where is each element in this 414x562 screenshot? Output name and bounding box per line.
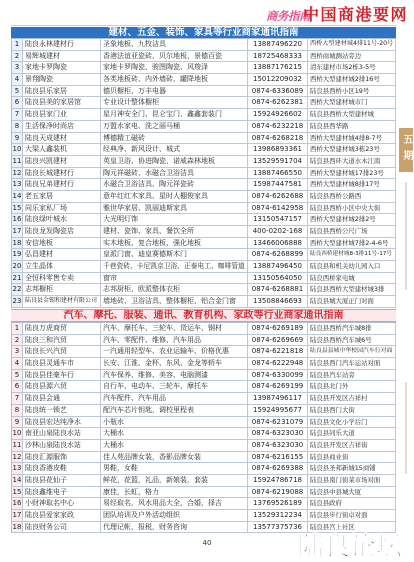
business-phone: 0874-6231079 <box>248 417 308 428</box>
row-number: 5 <box>12 370 23 381</box>
row-number: 4 <box>12 74 23 85</box>
business-name: 同乐家私厂场 <box>23 203 101 214</box>
brand-script-logo: 商务指南 <box>266 9 310 23</box>
business-products: 德贝橱柜、万丰电器 <box>101 86 248 97</box>
business-address: 陆良县西门大街 <box>308 405 396 416</box>
business-products: 家地卡罗陶瓷、骏图陶瓷、风羧泽 <box>101 62 248 73</box>
business-name: 生活保净时尚店 <box>23 121 101 132</box>
business-address: 陆良县中县城大厦 <box>308 487 396 498</box>
directory-row <box>12 97 396 109</box>
directory-row <box>12 381 396 393</box>
business-phone: 13508846693 <box>248 296 308 307</box>
side-decor-line <box>405 182 407 290</box>
business-phone: 0874-6232218 <box>248 121 308 132</box>
business-products: 佳人苑品牌女装，香影品牌女装 <box>101 452 248 463</box>
directory-table-building <box>11 38 396 308</box>
business-products: 实木地板、复合地板、强化地板 <box>101 238 248 249</box>
business-phone: 0874-6262688 <box>248 191 308 202</box>
row-number: 9 <box>12 417 23 428</box>
directory-row <box>12 487 396 499</box>
directory-row <box>12 273 396 285</box>
directory-row <box>12 74 396 86</box>
row-number: 17 <box>12 511 22 519</box>
business-address: 陆良县圣邦新城15商铺 <box>308 463 396 474</box>
business-products: 一汽通用轻型车、农业运输车、价格优惠 <box>101 346 248 357</box>
row-number: 14 <box>12 475 22 484</box>
directory-table-auto-services <box>11 322 396 533</box>
business-products: 团队培训及户外活动组织 <box>101 510 248 521</box>
business-phone: 13887496450 <box>248 261 308 272</box>
business-phone: 13577375736 <box>248 522 308 533</box>
business-phone: 13887176215 <box>248 62 308 73</box>
row-number: 19 <box>12 250 22 259</box>
row-number: 15 <box>12 487 22 496</box>
business-name: 陆良县家门业 <box>23 109 101 120</box>
business-name: 安信地板 <box>23 238 101 249</box>
directory-row <box>12 463 396 475</box>
business-address: 陆良县宫上社区 <box>308 522 396 533</box>
business-name: 陆良三和汽贸 <box>23 335 101 346</box>
directory-row <box>12 393 396 405</box>
brand-title: 中国商港要网 <box>303 5 409 24</box>
directory-row <box>12 203 396 215</box>
business-name: 老五家居 <box>23 191 101 202</box>
business-phone: 13529312234 <box>248 510 308 521</box>
directory-row <box>12 226 396 238</box>
business-phone: 15924786718 <box>248 475 308 486</box>
business-name: 陆良绿叶城水 <box>23 214 101 225</box>
business-products: 墙地砖、卫浴洁具、整体橱柜、铝合金门窗 <box>101 296 248 307</box>
directory-row <box>12 214 396 226</box>
directory-row <box>12 109 396 121</box>
business-address: 陆良县南门街菜市场对面 <box>308 475 396 486</box>
directory-row <box>12 284 396 296</box>
business-products: 各类地板砖、内外墙砖、罐降地板 <box>101 74 248 85</box>
business-phone: 0874-6269199 <box>248 381 308 392</box>
business-phone: 18725468333 <box>248 51 308 62</box>
business-phone: 15924995677 <box>248 405 308 416</box>
business-phone: 0874-6142958 <box>248 203 308 214</box>
business-address: 陆良西桥建材城8-3排11号-17号 <box>308 249 396 260</box>
business-address: 陆良县政府 <box>308 498 396 509</box>
business-phone: 13150564050 <box>248 273 308 284</box>
business-address: 陆良县城大厦正门对面 <box>308 296 396 307</box>
business-name: 陆良县爱家家政 <box>23 510 101 521</box>
business-products: 万盟水家电、洗之丽马桶 <box>101 121 248 132</box>
row-number: 16 <box>12 215 22 224</box>
business-name: 陆良永林建材行 <box>23 39 101 50</box>
business-phone: 0874-6269189 <box>248 323 308 334</box>
row-number: 18 <box>12 522 22 531</box>
directory-row <box>12 452 396 464</box>
business-products: 志邦厨柜、欧派整体衣柜 <box>101 284 248 295</box>
business-products: 长安、江淮、金杯、东风、金龙等轿车 <box>101 358 248 369</box>
business-address: 陆良县县城中华校园汽车行对面 <box>308 346 396 357</box>
business-products: 汽车保养、维修、美容、电脑测漆 <box>101 370 248 381</box>
business-address: 陆良县西桥公路西 <box>308 191 396 202</box>
directory-row <box>12 405 396 417</box>
business-products: 水磁合卫浴洁具、陶元祥瓷砖 <box>101 179 248 190</box>
business-name: 沙林山泉陆良水站 <box>23 440 101 451</box>
business-products: 窗帘 <box>101 273 248 284</box>
business-products: 经典净、新风设计、城式 <box>101 144 248 155</box>
business-products: 汽车、摩托车、三轮车、货运车、钢材 <box>101 323 248 334</box>
directory-row <box>12 133 396 145</box>
business-phone: 13987496117 <box>248 393 308 404</box>
business-name: 陆良兄弟建材行 <box>23 179 101 190</box>
business-products: 康佳，长虹，格力 <box>101 487 248 498</box>
business-address: 陆良县西桥公尺广场 <box>308 226 396 237</box>
row-number: 10 <box>12 429 22 438</box>
business-name: 陆良财务公司 <box>23 522 101 533</box>
business-products: 专业设计整体橱柜 <box>101 97 248 108</box>
row-number: 6 <box>12 381 23 392</box>
row-number: 7 <box>12 393 23 404</box>
business-phone: 13150547157 <box>248 214 308 225</box>
business-address: 陆良县汽车站旁 <box>308 370 396 381</box>
row-number: 8 <box>12 121 23 132</box>
directory-row <box>12 39 396 51</box>
business-products: 英皇卫浴、协进陶瓷、诺威森林地板 <box>101 156 248 167</box>
business-name: 弘昌建材 <box>23 249 101 260</box>
business-phone: 13769526189 <box>248 498 308 509</box>
business-name: 陆良县乐家居 <box>23 86 101 97</box>
business-products: 雅世华家居、凯丽迪斯家具 <box>101 203 248 214</box>
row-number: 2 <box>12 335 23 346</box>
business-address: 陆良县西华路 <box>308 121 396 132</box>
directory-row <box>12 498 396 510</box>
issue-side-tab: 五期 <box>399 128 413 172</box>
forum-watermark: 陆良论坛 <box>298 532 403 562</box>
business-address: 陆良县西桥小区19号 <box>308 86 396 97</box>
section-title-auto-services: 汽车、摩托、服装、通讯、教育机构、家政等行业商家通讯指南 <box>11 309 396 322</box>
business-address: 西桥大型建材城市门 <box>308 97 396 108</box>
header-divider <box>11 25 396 26</box>
directory-row <box>12 370 396 382</box>
directory-row <box>12 62 396 74</box>
business-name: 家地卡罗陶瓷 <box>23 62 101 73</box>
row-number: 4 <box>12 358 23 369</box>
row-number: 3 <box>12 62 23 73</box>
business-phone: 15987447581 <box>248 179 308 190</box>
business-products: 星月神安全门、昆仑宝门、鑫鑫套装门 <box>101 109 248 120</box>
business-products: 圣象地板、九牧洁具 <box>101 39 248 50</box>
business-products: 香港法谊亚瓷砖、贝尔地板、景德百瓷 <box>101 51 248 62</box>
business-address: 西桥大型建材城3栋23号 <box>308 144 396 155</box>
business-name: 陆良县金锡和建材有限公司 <box>23 296 101 307</box>
directory-row <box>12 346 396 358</box>
business-address: 陆良县和机关幼儿园入口 <box>308 261 396 272</box>
business-address: 清东建材市场2栋3-5号 <box>308 62 396 73</box>
business-name: 全恒科零售专卖 <box>23 273 101 284</box>
directory-row <box>12 121 396 133</box>
directory-row <box>12 179 396 191</box>
business-phone: 0874-6330099 <box>248 370 308 381</box>
business-phone: 0874-6221818 <box>248 346 308 357</box>
business-address: 陆良县西桥汽车城8排 <box>308 323 396 334</box>
business-phone: 13887466550 <box>248 168 308 179</box>
directory-row <box>12 168 396 180</box>
business-phone: 0874-6269669 <box>248 335 308 346</box>
business-phone: 15924926602 <box>248 109 308 120</box>
row-number: 12 <box>12 452 22 461</box>
business-address: 陆良县西桥小区中央大街 <box>308 203 396 214</box>
row-number: 9 <box>12 133 23 144</box>
business-phone: 0874-6219088 <box>248 487 308 498</box>
row-number: 16 <box>12 499 22 508</box>
row-number: 11 <box>12 440 22 449</box>
business-products: 皇派门窗、迪皇赛德斯木门 <box>101 249 248 260</box>
business-phone: 13887496220 <box>248 39 308 50</box>
business-phone: 0874-6268899 <box>248 249 308 260</box>
business-name: 陆良县美的家居馆 <box>23 97 101 108</box>
row-number: 13 <box>12 464 22 473</box>
business-phone: 13529591704 <box>248 156 308 167</box>
business-products: 汽车、零配件、维修、汽车用品 <box>101 335 248 346</box>
business-products: 自行车、电动车、三轮车、摩托车 <box>101 381 248 392</box>
business-address: 陆良县北门外 <box>308 381 396 392</box>
business-products: 意年红红木家具、星时人棚俊家具 <box>101 191 248 202</box>
directory-row <box>12 335 396 347</box>
directory-row <box>12 238 396 250</box>
row-number: 20 <box>12 262 22 271</box>
directory-row <box>12 428 396 440</box>
business-address: 陆良县西桥大型建材城3排 <box>308 284 396 295</box>
business-products: 汽车配件、汽车用品 <box>101 393 248 404</box>
page-number: 40 <box>202 539 212 547</box>
business-name: 陆良万虎商贸 <box>23 323 101 334</box>
business-phone: 13466006888 <box>248 238 308 249</box>
business-address: 陆良县西桥大型建材城 <box>308 109 396 120</box>
business-name: 陆良香港皮鞋 <box>23 463 101 474</box>
directory-row <box>12 86 396 98</box>
directory-row <box>12 440 396 452</box>
row-number: 1 <box>12 323 23 334</box>
business-phone: 400-0202-168 <box>248 226 308 237</box>
business-products: 陶元祥磁砖、水磁合卫浴洁具 <box>101 168 248 179</box>
business-phone: 0874-6268218 <box>248 133 308 144</box>
directory-row <box>12 156 396 168</box>
business-products: 易经取名，风水用品大全，合婚，择吉 <box>101 498 248 509</box>
business-address: 陆良县西桥汽车城6号 <box>308 335 396 346</box>
directory-row <box>12 144 396 156</box>
business-address: 陆良县同乐大道 <box>308 428 396 439</box>
row-number: 7 <box>12 109 23 120</box>
business-name: 志邦橱柜 <box>23 284 101 295</box>
business-name: 陆良县会通 <box>23 393 101 404</box>
business-name: 陆良龙发陶瓷店 <box>23 226 101 237</box>
row-number: 13 <box>12 180 22 189</box>
business-name: 陆良天成建材 <box>23 133 101 144</box>
business-address: 陆良县文化小学后门 <box>308 417 396 428</box>
business-name: 陆良统一锁艺 <box>23 405 101 416</box>
directory-row <box>12 261 396 273</box>
business-phone: 0874-6323030 <box>248 428 308 439</box>
business-address: 西桥大型建材城7排2-4-6号 <box>308 238 396 249</box>
business-address: 陆良县商业街 <box>308 452 396 463</box>
business-address: 陆良西桥家电城 <box>308 273 396 284</box>
business-phone: 0874-6323030 <box>248 440 308 451</box>
row-number: 21 <box>12 273 22 282</box>
row-number: 1 <box>12 39 23 50</box>
directory-row <box>12 249 396 261</box>
business-name: 南亚山泉陆良水站 <box>23 428 101 439</box>
directory-row <box>12 191 396 203</box>
directory-row <box>12 323 396 335</box>
row-number: 6 <box>12 97 23 108</box>
business-address: 陆良县开发区吉祥街 <box>308 440 396 451</box>
business-name: 易辉城建材 <box>23 51 101 62</box>
business-address: 陆良县西门汽车运站对面 <box>308 358 396 369</box>
row-number: 22 <box>12 285 22 294</box>
row-number: 12 <box>12 168 22 177</box>
row-number: 2 <box>12 51 23 62</box>
business-name: 陆良县源六贸 <box>23 381 101 392</box>
business-name: 景翔陶瓷 <box>23 74 101 85</box>
row-number: 3 <box>12 346 23 357</box>
directory-row <box>12 296 396 308</box>
directory-row <box>12 510 396 522</box>
business-phone: 13986893361 <box>248 144 308 155</box>
business-products: 男鞋，女鞋 <box>101 463 248 474</box>
business-phone: 15012209032 <box>248 74 308 85</box>
row-number: 15 <box>12 203 22 212</box>
business-address: 陆良县开发区吉祥村 <box>308 393 396 404</box>
business-address: 陆良县西环大道水木江南 <box>308 156 396 167</box>
business-address: 西桥大型建材城8排17号 <box>308 179 396 190</box>
business-name: 陆良长城建材行 <box>23 168 101 179</box>
business-name: 立生晶体 <box>23 261 101 272</box>
business-name: 陆良鑫维电子 <box>23 487 101 498</box>
row-number: 10 <box>12 145 22 154</box>
section-title-building: 建材、五金、装饰、家具等行业商家通讯指南 <box>11 27 396 38</box>
row-number: 18 <box>12 238 22 247</box>
business-phone: 0874-6269388 <box>248 463 308 474</box>
directory-row <box>12 51 396 63</box>
directory-row <box>12 417 396 429</box>
business-address: 西桥大型建材城17排23号 <box>308 168 396 179</box>
business-name: 小财神取名中心 <box>23 498 101 509</box>
business-name: 陆良汇源服饰 <box>23 452 101 463</box>
side-decor-line <box>405 382 407 474</box>
business-products: 代理记帐，报税，财务咨询 <box>101 522 248 533</box>
row-number: 11 <box>12 156 22 165</box>
business-phone: 0874-6268881 <box>248 284 308 295</box>
business-address: 西桥大型建材城4排8-7号 <box>308 133 396 144</box>
business-products: 建材、瓷饰、家具、餐饮全所 <box>101 226 248 237</box>
business-name: 陆良长兴汽贸 <box>23 346 101 357</box>
business-phone: 0874-6222948 <box>248 358 308 369</box>
row-number: 14 <box>12 191 22 200</box>
business-name: 陆良县花仙子 <box>23 475 101 486</box>
business-products: 小瓶水 <box>101 417 248 428</box>
business-address: 西桥大型建材城2排2号 <box>308 214 396 225</box>
business-name: 陆良县宏达纯净水 <box>23 417 101 428</box>
business-products: 博德精工磁砖 <box>101 133 248 144</box>
business-phone: 0874-6336089 <box>248 86 308 97</box>
business-name: 陆良兴凯建材 <box>23 156 101 167</box>
business-address: 西桥商城测站旁边 <box>308 51 396 62</box>
business-products: 大光明灯饰 <box>101 214 248 225</box>
row-number: 5 <box>12 86 23 97</box>
business-name: 陆良县灵通车市 <box>23 358 101 369</box>
row-number: 8 <box>12 405 23 416</box>
directory-row <box>12 358 396 370</box>
business-products: 配汽车芯片钥匙，调校里程表 <box>101 405 248 416</box>
business-phone: 0874-6216155 <box>248 452 308 463</box>
business-products: 千巷瓷砖、卡尼凯京卫浴、正泰电工、咖啡管道 <box>101 261 248 272</box>
business-name: 大梁人鑫装机 <box>23 144 101 155</box>
business-products: 大桶水 <box>101 440 248 451</box>
business-products: 大桶水 <box>101 428 248 439</box>
business-address: 陆良县步行街卓对面 <box>308 510 396 521</box>
row-number: 23 <box>12 297 22 306</box>
business-address: 西桥大型建材城2排16号 <box>308 74 396 85</box>
directory-row <box>12 475 396 487</box>
business-phone: 0874-6262381 <box>248 97 308 108</box>
business-address: 西桥大型建材城4排11号-20号 <box>308 39 396 50</box>
business-products: 鲜花，花篮，礼品，新娘装，套装 <box>101 475 248 486</box>
row-number: 17 <box>12 227 22 235</box>
business-name: 陆良县佳豪车行 <box>23 370 101 381</box>
